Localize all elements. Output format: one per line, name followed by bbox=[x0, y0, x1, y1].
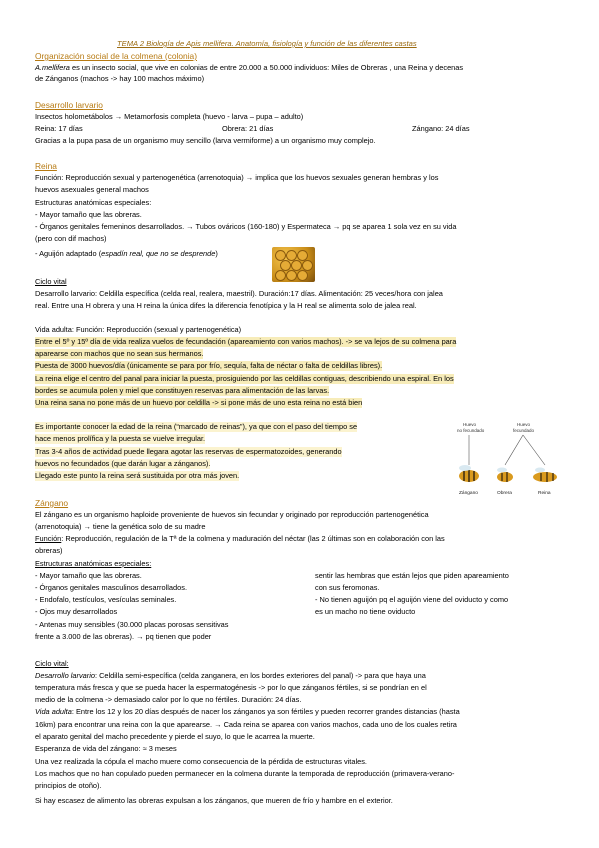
section-heading-organizacion: Organización social de la colmena (colonia) bbox=[35, 51, 197, 61]
org-paragraph-line2: de Zánganos (machos -> hay 100 machos máximo) bbox=[35, 74, 205, 83]
arrow-worker bbox=[505, 435, 523, 465]
zangano-left3: - Endofalo, testículos, vesículas seminales. bbox=[35, 595, 177, 604]
label-drone: Zángano bbox=[459, 491, 478, 496]
zangano-ciclo-heading: Ciclo vital: bbox=[35, 659, 69, 668]
larvario-obrera: Obrera: 21 días bbox=[222, 124, 274, 133]
label-worker: Obrera bbox=[497, 491, 512, 496]
larvario-line1: Insectos holometábolos → Metamorfosis completa (huevo - larva – pupa – adulto) bbox=[35, 112, 304, 121]
zangano-ciclo-line11: Si hay escasez de alimento las obreras expulsan a los zánganos, que mueren de frío y hambre en el exterior. bbox=[35, 796, 393, 805]
importante-line5: Llegado este punto la reina será sustituida por otra más joven. bbox=[35, 471, 240, 480]
honeycomb-image bbox=[272, 247, 315, 282]
zangano-left1: - Mayor tamaño que las obreras. bbox=[35, 571, 142, 580]
importante-line3: Tras 3-4 años de actividad puede llegara agotar las reservas de espermatozoides, generando bbox=[35, 447, 342, 456]
larvario-reina: Reina: 17 días bbox=[35, 124, 83, 133]
funcion-text: : Reproducción, regulación de la Tª de la colmena y maduración del néctar (las 2 últimas son en colaboración con las bbox=[61, 534, 445, 543]
vida-adulta-label: Vida adulta bbox=[35, 707, 72, 716]
zangano-ciclo-line9: Los machos que no han copulado pueden permanecer en la colmena durante la temporada de reproducción (primavera-verano- bbox=[35, 769, 455, 778]
ciclo-vital-heading: Ciclo vital bbox=[35, 277, 67, 286]
label-unfertilized-2: no fecundado bbox=[457, 428, 485, 433]
zangano-right3: - No tienen aguijón pq el aguijón viene del oviducto y como bbox=[315, 595, 509, 604]
section-heading-zangano: Zángano bbox=[35, 498, 69, 508]
larvario-zangano: Zángano: 24 días bbox=[412, 124, 470, 133]
label-fertilized-2: fecundado bbox=[513, 428, 535, 433]
zangano-estructuras-heading: Estructuras anatómicas especiales: bbox=[35, 559, 152, 568]
document-title: TEMA 2 Biología de Apis mellifera. Anatomía, fisiología y función de las diferentes castas bbox=[117, 39, 417, 48]
importante-line1: Es importante conocer la edad de la reina (“marcado de reinas”), ya que con el paso del tiempo se bbox=[35, 422, 358, 431]
zangano-left5: - Antenas muy sensibles (30.000 placas porosas sensitivas bbox=[35, 620, 229, 629]
zangano-line3 bbox=[35, 534, 445, 544]
vida-adulta-line4: Puesta de 3000 huevos/día (únicamente se para por frío, sequía, falta de néctar o falta de celdillas libres). bbox=[35, 361, 383, 370]
org-paragraph-line1 bbox=[35, 63, 463, 73]
zangano-ciclo-line8: Una vez realizada la cópula el macho muere como consecuencia de la pérdida de estructuras vitales. bbox=[35, 757, 367, 766]
reina-line1: Función: Reproducción sexual y partenogenética (arrenotoquia) → implica que los huevos sexuales generan hembras y los bbox=[35, 173, 439, 182]
section-heading-larvario: Desarrollo larvario bbox=[35, 100, 103, 110]
zangano-ciclo-line4 bbox=[35, 707, 460, 717]
reina-aguijon-italic: espadín real, que no se desprende bbox=[101, 249, 216, 258]
label-unfertilized-1: Huevo bbox=[463, 422, 477, 427]
zangano-line2: (arrenotoquia) → tiene la genética solo de su madre bbox=[35, 522, 206, 531]
reina-line3: Estructuras anatómicas especiales: bbox=[35, 198, 152, 207]
zangano-ciclo-line5: 16km) para encontrar una reina con la que aparearse. → Cada reina se aparea con varios machos, cada uno de los cuales retira bbox=[35, 720, 457, 729]
zangano-ciclo-line7: Esperanza de vida del zángano: ≈ 3 meses bbox=[35, 744, 177, 753]
queen-bee-icon bbox=[533, 468, 557, 483]
ciclo-vital-line1: Desarrollo larvario: Celdilla específica (celda real, realera, maestril). Duración:17 días. Alimentación: 25 veces/hora con jalea bbox=[35, 289, 443, 298]
section-heading-reina: Reina bbox=[35, 161, 57, 171]
vida-adulta-line6: bordes se acumula polen y miel que constituyen reservas para alimentación de las larvas. bbox=[35, 386, 330, 395]
caste-diagram bbox=[447, 421, 567, 497]
zangano-line4: obreras) bbox=[35, 546, 63, 555]
zangano-ciclo-line2: temperatura más fresca y que se pueda hacer la espermatogénesis -> por lo que zánganos fértiles, si se pondrían en el bbox=[35, 683, 427, 692]
vida-adulta-text: : Entre los 12 y los 20 días después de nacer los zánganos ya son fértiles y pueden recorrer grandes distancias (hasta bbox=[71, 707, 460, 716]
zangano-line1: El zángano es un organismo haploide proveniente de huevos sin fecundar y originado por reproducción partenogenética bbox=[35, 510, 429, 519]
funcion-label: Función bbox=[35, 534, 62, 543]
vida-adulta-line7: Una reina sana no pone más de un huevo por celdilla -> si pone más de uno esta reina no está bien bbox=[35, 398, 363, 407]
zangano-right2: con sus feromonas. bbox=[315, 583, 380, 592]
larvario-line3: Gracias a la pupa pasa de un organismo muy sencillo (larva vermiforme) a un organismo muy complejo. bbox=[35, 136, 376, 145]
zangano-ciclo-line10: principios de otoño). bbox=[35, 781, 102, 790]
reina-line7 bbox=[35, 249, 218, 259]
zangano-right1: sentir las hembras que están lejos que piden apareamiento bbox=[315, 571, 509, 580]
reina-line2: huevos asexuales general machos bbox=[35, 185, 149, 194]
reina-aguijon-text: - Aguijón adaptado ( bbox=[35, 249, 102, 258]
reina-aguijon-close: ) bbox=[215, 249, 218, 258]
desarrollo-larvario-text: : Celdilla semi-específica (celda zanganera, en los bordes exteriores del panal) -> para que haya una bbox=[94, 671, 426, 680]
vida-adulta-line3: aparearse con machos que no sean sus hermanos. bbox=[35, 349, 204, 358]
importante-line2: hace menos prolífica y la puesta se vuelve irregular. bbox=[35, 434, 206, 443]
zangano-left2: - Órganos genitales masculinos desarrollados. bbox=[35, 583, 187, 592]
reina-line5: - Órganos genitales femeninos desarrollados. → Tubos ováricos (160-180) y Espermateca → pq se aparea 1 sola vez en su vida bbox=[35, 222, 457, 231]
org-text: es un insecto social, que vive en colonias de entre 20.000 a 50.000 individuos: Miles de Obreras , una Reina y decenas bbox=[69, 63, 464, 72]
zangano-left4: - Ojos muy desarrollados bbox=[35, 607, 118, 616]
label-fertilized-1: Huevo bbox=[517, 422, 531, 427]
species-name: A.mellifera bbox=[35, 63, 70, 72]
vida-adulta-line2: Entre el 5º y 15º día de vida realiza vuelos de fecundación (apareamiento con varios machos). -> se va lejos de su colmena para bbox=[35, 337, 457, 346]
vida-adulta-line1: Vida adulta: Función: Reproducción (sexual y partenogenética) bbox=[35, 325, 242, 334]
label-queen: Reina bbox=[538, 491, 551, 496]
zangano-ciclo-line6: el aparato genital del macho precedente y pierde el suyo, lo que le acarrea la muerte. bbox=[35, 732, 315, 741]
zangano-ciclo-line1 bbox=[35, 671, 426, 681]
desarrollo-larvario-label: Desarrollo larvario bbox=[35, 671, 95, 680]
drone-bee-icon bbox=[459, 465, 479, 482]
ciclo-vital-line2: real. Entre una H obrera y una H reina la única difes la diferencia fenotípica y la H real se alimenta solo de jalea real. bbox=[35, 301, 417, 310]
arrow-queen bbox=[523, 435, 545, 465]
reina-line4: - Mayor tamaño que las obreras. bbox=[35, 210, 142, 219]
worker-bee-icon bbox=[497, 468, 513, 483]
vida-adulta-line5: La reina elige el centro del panal para iniciar la puesta, prosiguiendo por las celdillas contiguas, describiendo una espiral. En los bbox=[35, 374, 454, 383]
zangano-ciclo-line3: medio de la colmena -> demasiado calor por lo que no fértiles. Duración: 24 días. bbox=[35, 695, 302, 704]
zangano-left6: frente a 3.000 de las obreras). → pq tienen que poder bbox=[35, 632, 212, 641]
importante-line4: huevos no fecundados (que darán lugar a zánganos). bbox=[35, 459, 211, 468]
zangano-right4: es un macho no tiene oviducto bbox=[315, 607, 416, 616]
reina-line6: (pero con dif machos) bbox=[35, 234, 107, 243]
